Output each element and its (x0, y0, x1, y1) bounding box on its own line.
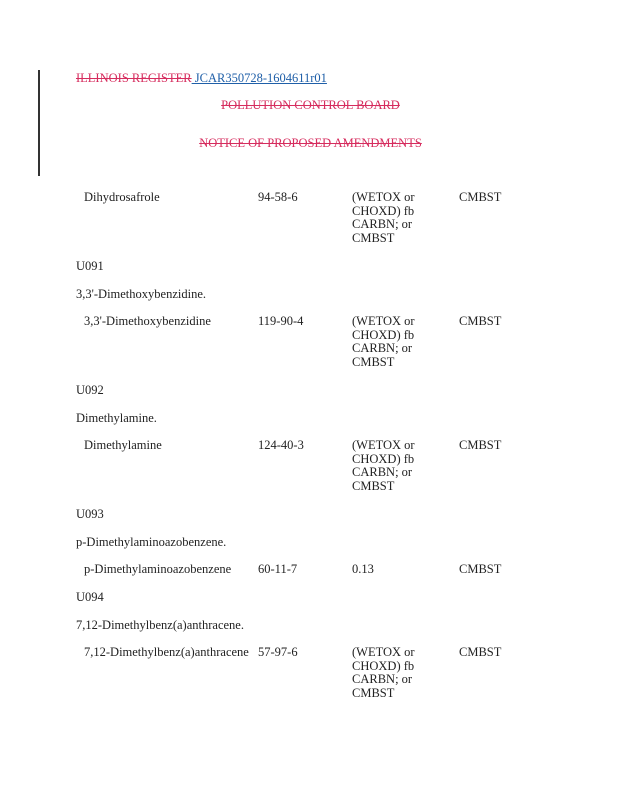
treatment-standard: (WETOX or CHOXD) fb CARBN; or CMBST (352, 190, 415, 245)
board-title: POLLUTION CONTROL BOARD (221, 98, 400, 112)
cas-number: 119-90-4 (258, 314, 304, 328)
register-header (76, 71, 327, 86)
waste-code: U093 (76, 507, 104, 521)
waste-title: 7,12-Dimethylbenz(a)anthracene. (76, 618, 244, 632)
register-inserted-text: JCAR350728-1604611r01 (191, 71, 327, 85)
treatment-standard: (WETOX or CHOXD) fb CARBN; or CMBST (352, 645, 415, 700)
cas-number: 57-97-6 (258, 645, 298, 659)
waste-title: p-Dimethylaminoazobenzene. (76, 535, 227, 549)
cas-number: 124-40-3 (258, 438, 304, 452)
waste-name: 7,12-Dimethylbenz(a)anthracene (84, 645, 249, 659)
waste-name: Dimethylamine (84, 438, 162, 452)
waste-name: p-Dimethylaminoazobenzene (84, 562, 232, 576)
treatment-standard: (WETOX or CHOXD) fb CARBN; or CMBST (352, 314, 415, 369)
cas-number: 60-11-7 (258, 562, 298, 576)
nonwastewater-standard: CMBST (459, 190, 502, 204)
nonwastewater-standard: CMBST (459, 562, 502, 576)
treatment-standard: 0.13 (352, 562, 374, 576)
waste-code: U091 (76, 259, 104, 273)
cas-number: 94-58-6 (258, 190, 298, 204)
revision-change-bar (38, 70, 40, 176)
notice-title: NOTICE OF PROPOSED AMENDMENTS (199, 136, 422, 150)
waste-code: U092 (76, 383, 104, 397)
waste-title: 3,3'-Dimethoxybenzidine. (76, 287, 206, 301)
nonwastewater-standard: CMBST (459, 645, 502, 659)
waste-name: Dihydrosafrole (84, 190, 160, 204)
waste-name: 3,3'-Dimethoxybenzidine (84, 314, 211, 328)
treatment-standard: (WETOX or CHOXD) fb CARBN; or CMBST (352, 438, 415, 493)
waste-title: Dimethylamine. (76, 411, 157, 425)
register-deleted-text: ILLINOIS REGISTER (76, 71, 192, 85)
nonwastewater-standard: CMBST (459, 314, 502, 328)
nonwastewater-standard: CMBST (459, 438, 502, 452)
waste-code: U094 (76, 590, 104, 604)
